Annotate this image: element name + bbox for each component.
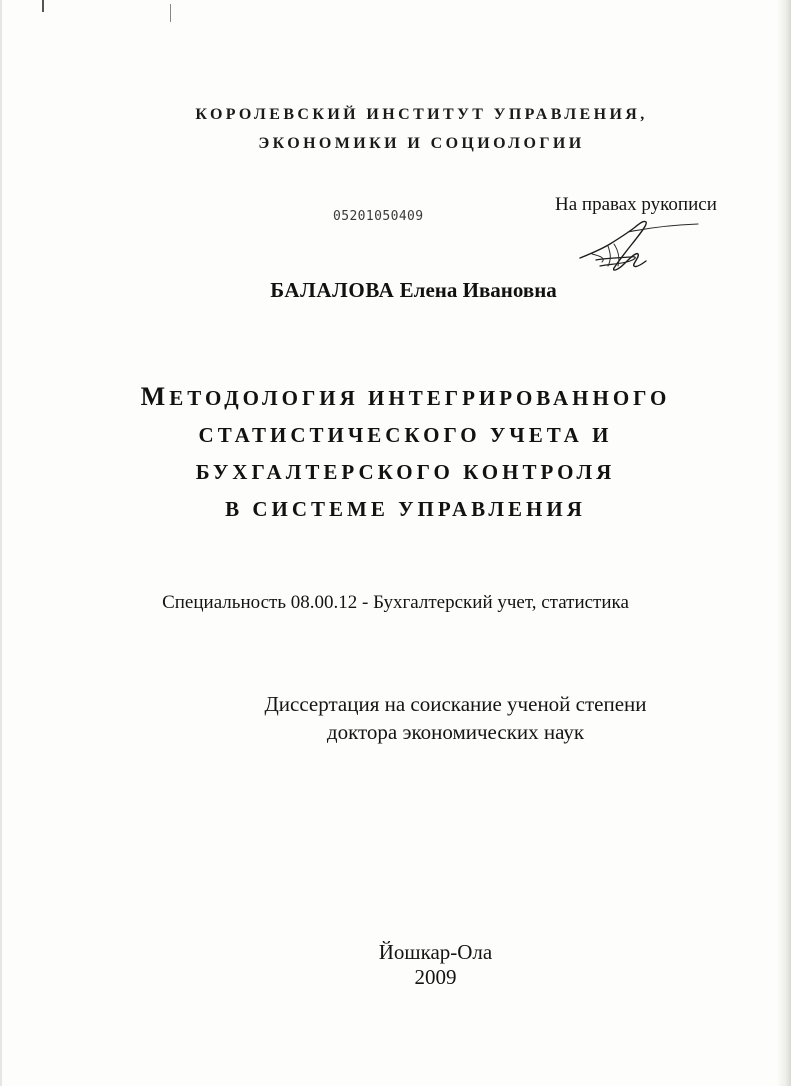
- title-line-4: В СИСТЕМЕ УПРАВЛЕНИЯ: [225, 497, 586, 521]
- institute-line-2: ЭКОНОМИКИ И СОЦИОЛОГИИ: [258, 135, 585, 152]
- manuscript-rights-note: На правах рукописи: [555, 194, 717, 215]
- scan-mark: [170, 4, 171, 22]
- registration-number: 05201050409: [333, 209, 424, 224]
- title-initial: М: [140, 382, 170, 411]
- scan-right-edge: [777, 0, 791, 1086]
- scan-left-edge: [0, 0, 2, 1086]
- title-line-3: БУХГАЛТЕРСКОГО КОНТРОЛЯ: [195, 460, 616, 484]
- city: Йошкар-Ола: [378, 940, 493, 964]
- degree-line-2: доктора экономических наук: [326, 720, 585, 744]
- degree-line-1: Диссертация на соискание ученой степени: [264, 692, 647, 716]
- institute-line-1: КОРОЛЕВСКИЙ ИНСТИТУТ УПРАВЛЕНИЯ,: [195, 106, 648, 123]
- title-line-2: СТАТИСТИЧЕСКОГО УЧЕТА И: [198, 423, 613, 447]
- author-given-names: Елена Ивановна: [399, 278, 557, 302]
- dissertation-title: [0, 378, 791, 528]
- handwritten-signature: [578, 214, 708, 276]
- degree-statement: [0, 690, 791, 746]
- place-and-year: [0, 940, 791, 990]
- year: 2009: [414, 965, 457, 989]
- author-name: [0, 278, 791, 303]
- scan-mark: [42, 0, 44, 12]
- institute-name: [0, 100, 791, 158]
- title-line-1-rest: ЕТОДОЛОГИЯ ИНТЕГРИРОВАННОГО: [169, 386, 671, 410]
- title-line-1: [10, 378, 791, 417]
- specialty: Специальность 08.00.12 - Бухгалтерский учет, статистика: [162, 592, 629, 613]
- author-surname: БАЛАЛОВА: [270, 278, 395, 302]
